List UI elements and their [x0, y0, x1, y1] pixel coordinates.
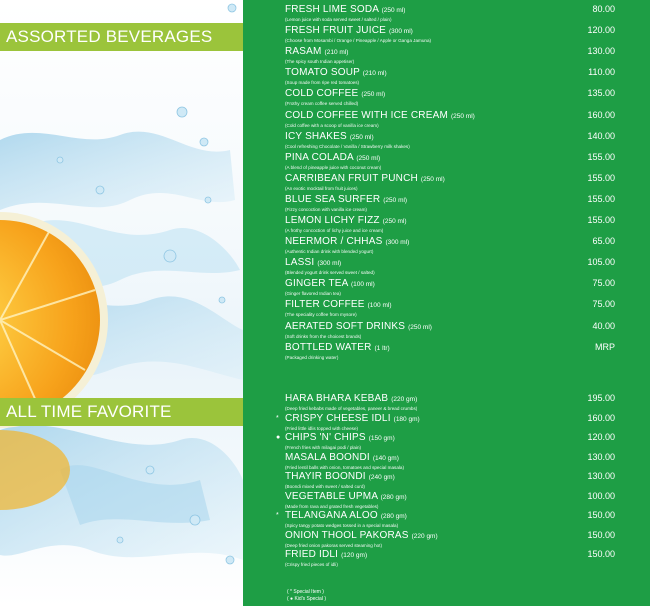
- item-description: (Deep fried onion pakoras served steaming hot): [285, 542, 383, 548]
- item-price: 100.00: [587, 490, 615, 501]
- menu-item: [285, 257, 615, 276]
- item-name: FRESH LIME SODA: [285, 4, 379, 15]
- item-price: 75.00: [592, 278, 615, 289]
- item-description: (Choose from Mosambi / Orange / Pineapple / Apple or Ganga Jamuna): [285, 38, 432, 44]
- item-description: (Fried little idlis topped with cheese): [285, 425, 359, 431]
- item-price: 80.00: [592, 4, 615, 14]
- item-name: CRISPY CHEESE IDLI: [285, 412, 391, 424]
- item-description: (A frothy concoction of lichy juice and ice cream): [285, 228, 384, 233]
- item-name: CARRIBEAN FRUIT PUNCH: [285, 172, 418, 184]
- item-price: 120.00: [587, 432, 615, 442]
- item-description: (Spicy tangy potato wedges tossed in a special masala): [285, 523, 399, 528]
- item-quantity: (280 gm): [380, 493, 407, 501]
- menu-item: [285, 236, 615, 255]
- menu-item: [285, 46, 615, 65]
- item-quantity: (210 ml): [362, 70, 387, 78]
- item-name: LEMON LICHY FIZZ: [285, 215, 380, 226]
- item-name: FRESH FRUIT JUICE: [285, 25, 386, 37]
- menu-item: [285, 215, 615, 234]
- item-price: 155.00: [587, 215, 615, 225]
- menu-panel: [243, 0, 650, 606]
- item-name: CHIPS 'N' CHIPS: [285, 432, 366, 443]
- item-description: (Deep fried kebabs made of vegetables, paneer & bread crumbs): [285, 406, 418, 411]
- item-price: 75.00: [592, 299, 615, 310]
- item-description: (Soft drinks from the choicest brands): [285, 333, 362, 339]
- menu-item: [285, 88, 615, 107]
- item-price: 140.00: [587, 130, 615, 141]
- item-description: (Cold coffee with a scoop of vanilla ice cream): [285, 122, 379, 128]
- item-price: 110.00: [588, 67, 615, 78]
- item-price: 160.00: [587, 412, 615, 423]
- item-price: 160.00: [587, 109, 615, 120]
- item-price: 155.00: [587, 193, 615, 204]
- item-description: (Cool refreshing Chocolate / Vanilla / Strawberry milk shakes): [285, 143, 410, 149]
- item-quantity: (250 ml): [382, 218, 407, 225]
- item-description: (Crispy fried pieces of idli): [285, 562, 338, 567]
- menu-item: [285, 67, 615, 86]
- item-name: PINA COLADA: [285, 151, 354, 163]
- menu-item: [285, 342, 615, 361]
- item-quantity: (1 ltr): [374, 344, 390, 352]
- item-name: TELANGANA ALOO: [285, 510, 378, 521]
- item-quantity: (250 ml): [349, 133, 374, 141]
- item-description: (Frothy cream coffee served chilled): [285, 101, 359, 107]
- menu-item: [285, 299, 615, 318]
- item-quantity: (250 ml): [450, 112, 475, 120]
- item-name: THAYIR BOONDI: [285, 471, 366, 482]
- item-description: (Made from rava and grated fresh vegetables): [285, 503, 379, 509]
- item-price: 120.00: [587, 25, 615, 36]
- menu-item: [285, 549, 615, 568]
- item-name: GINGER TEA: [285, 278, 348, 290]
- water-splash-lemon-image: [0, 0, 243, 606]
- item-quantity: (300 ml): [385, 239, 410, 247]
- item-quantity: (250 ml): [408, 323, 432, 331]
- item-price: 150.00: [587, 510, 615, 520]
- item-price: MRP: [595, 341, 615, 352]
- item-price: 65.00: [592, 236, 615, 247]
- menu-item: [276, 510, 615, 529]
- item-quantity: (220 gm): [411, 532, 438, 540]
- menu-item: [276, 412, 615, 432]
- menu-item: [285, 452, 615, 471]
- item-description: (Blended yogurt drink served sweet / salted): [285, 270, 375, 276]
- item-price: 150.00: [587, 529, 615, 540]
- item-quantity: (300 ml): [317, 260, 342, 268]
- item-marker: *: [276, 512, 279, 519]
- menu-item: [285, 278, 615, 297]
- item-description: (Lemon juice with soda served sweet / salted / plain): [285, 17, 392, 22]
- item-quantity: (250 ml): [420, 175, 445, 183]
- item-quantity: (250 ml): [383, 196, 408, 204]
- item-description: (French fries with milagai podi / plain): [285, 445, 362, 450]
- item-price: 155.00: [587, 151, 615, 162]
- item-quantity: (210 ml): [324, 49, 349, 57]
- item-quantity: (120 gm): [341, 552, 368, 559]
- legend-special: ( * Special Item ): [287, 589, 324, 595]
- item-price: 150.00: [587, 549, 615, 559]
- item-quantity: (250 ml): [381, 7, 406, 14]
- item-name: BOTTLED WATER: [285, 341, 372, 353]
- item-marker: *: [276, 414, 279, 422]
- item-name: FRIED IDLI: [285, 549, 339, 560]
- item-name: FILTER COFFEE: [285, 299, 365, 311]
- menu-item: [285, 25, 615, 44]
- item-name: TOMATO SOUP: [285, 67, 360, 79]
- item-marker: ●: [276, 434, 281, 441]
- item-name: LASSI: [285, 257, 315, 269]
- item-name: COLD COFFEE: [285, 88, 359, 100]
- item-description: (An exotic mocktail from fruit juices): [285, 185, 358, 191]
- menu-item: [285, 491, 615, 510]
- section-banner-favorites: ALL TIME FAVORITE: [0, 398, 243, 426]
- item-description: (Soup made from ripe red tomatoes): [285, 80, 360, 86]
- item-quantity: (180 gm): [393, 415, 420, 423]
- item-price: 130.00: [587, 471, 615, 481]
- item-price: 135.00: [587, 88, 615, 99]
- item-price: 40.00: [592, 320, 615, 331]
- menu-item: [285, 4, 615, 23]
- item-name: ICY SHAKES: [285, 130, 347, 142]
- item-quantity: (100 ml): [350, 281, 375, 289]
- item-description: (The speciality coffee from mysore): [285, 312, 357, 318]
- item-description: (Packaged drinking water): [285, 354, 339, 360]
- item-name: VEGETABLE UPMA: [285, 490, 378, 502]
- item-quantity: (240 gm): [368, 474, 395, 481]
- item-description: (Ginger flavored Indian tea): [285, 291, 341, 297]
- item-name: HARA BHARA KEBAB: [285, 393, 389, 404]
- item-name: AERATED SOFT DRINKS: [285, 320, 406, 332]
- menu-item: [285, 152, 615, 171]
- item-description: (The spicy south Indian appetiser): [285, 59, 355, 65]
- item-quantity: (250 ml): [356, 154, 381, 162]
- menu-item: [285, 173, 615, 192]
- item-name: COLD COFFEE WITH ICE CREAM: [285, 109, 448, 121]
- item-description: (Fizzy concoction with vanilla ice cream): [285, 206, 367, 212]
- legend-kids: ( ● Kid's Special ): [287, 596, 326, 602]
- item-description: (Fried lentil balls with onion, tomatoes and special masala): [285, 464, 404, 470]
- item-description: (Authentic Indian drink with blended yogurt): [285, 249, 374, 255]
- menu-item: [285, 110, 615, 129]
- menu-item: [285, 471, 615, 490]
- menu-item: [285, 131, 615, 150]
- item-description: (A blend of pineapple juice with coconut cream): [285, 164, 382, 170]
- item-quantity: (300 ml): [388, 28, 413, 36]
- item-quantity: (150 gm): [368, 435, 395, 442]
- menu-item: [285, 530, 615, 549]
- item-price: 130.00: [587, 46, 615, 57]
- item-name: NEERMOR / CHHAS: [285, 236, 383, 248]
- item-name: ONION THOOL PAKORAS: [285, 529, 409, 541]
- item-price: 195.00: [587, 393, 615, 403]
- item-quantity: (250 ml): [361, 91, 386, 99]
- item-quantity: (280 gm): [380, 513, 407, 520]
- menu-item: [285, 194, 615, 213]
- item-quantity: (220 gm): [391, 396, 418, 403]
- item-quantity: (100 ml): [367, 302, 392, 310]
- item-name: BLUE SEA SURFER: [285, 193, 381, 205]
- item-price: 155.00: [587, 172, 615, 183]
- menu-item: [285, 321, 615, 340]
- menu-item: [276, 432, 615, 451]
- item-name: MASALA BOONDI: [285, 451, 370, 463]
- item-price: 105.00: [587, 257, 615, 268]
- item-price: 130.00: [587, 451, 615, 462]
- item-quantity: (140 gm): [372, 454, 399, 462]
- item-description: (Boondi mixed with sweet / salted curd): [285, 484, 365, 489]
- menu-item: [285, 393, 615, 412]
- section-banner-beverages: ASSORTED BEVERAGES: [0, 23, 243, 51]
- decorative-panel: [0, 0, 243, 606]
- item-name: RASAM: [285, 46, 322, 58]
